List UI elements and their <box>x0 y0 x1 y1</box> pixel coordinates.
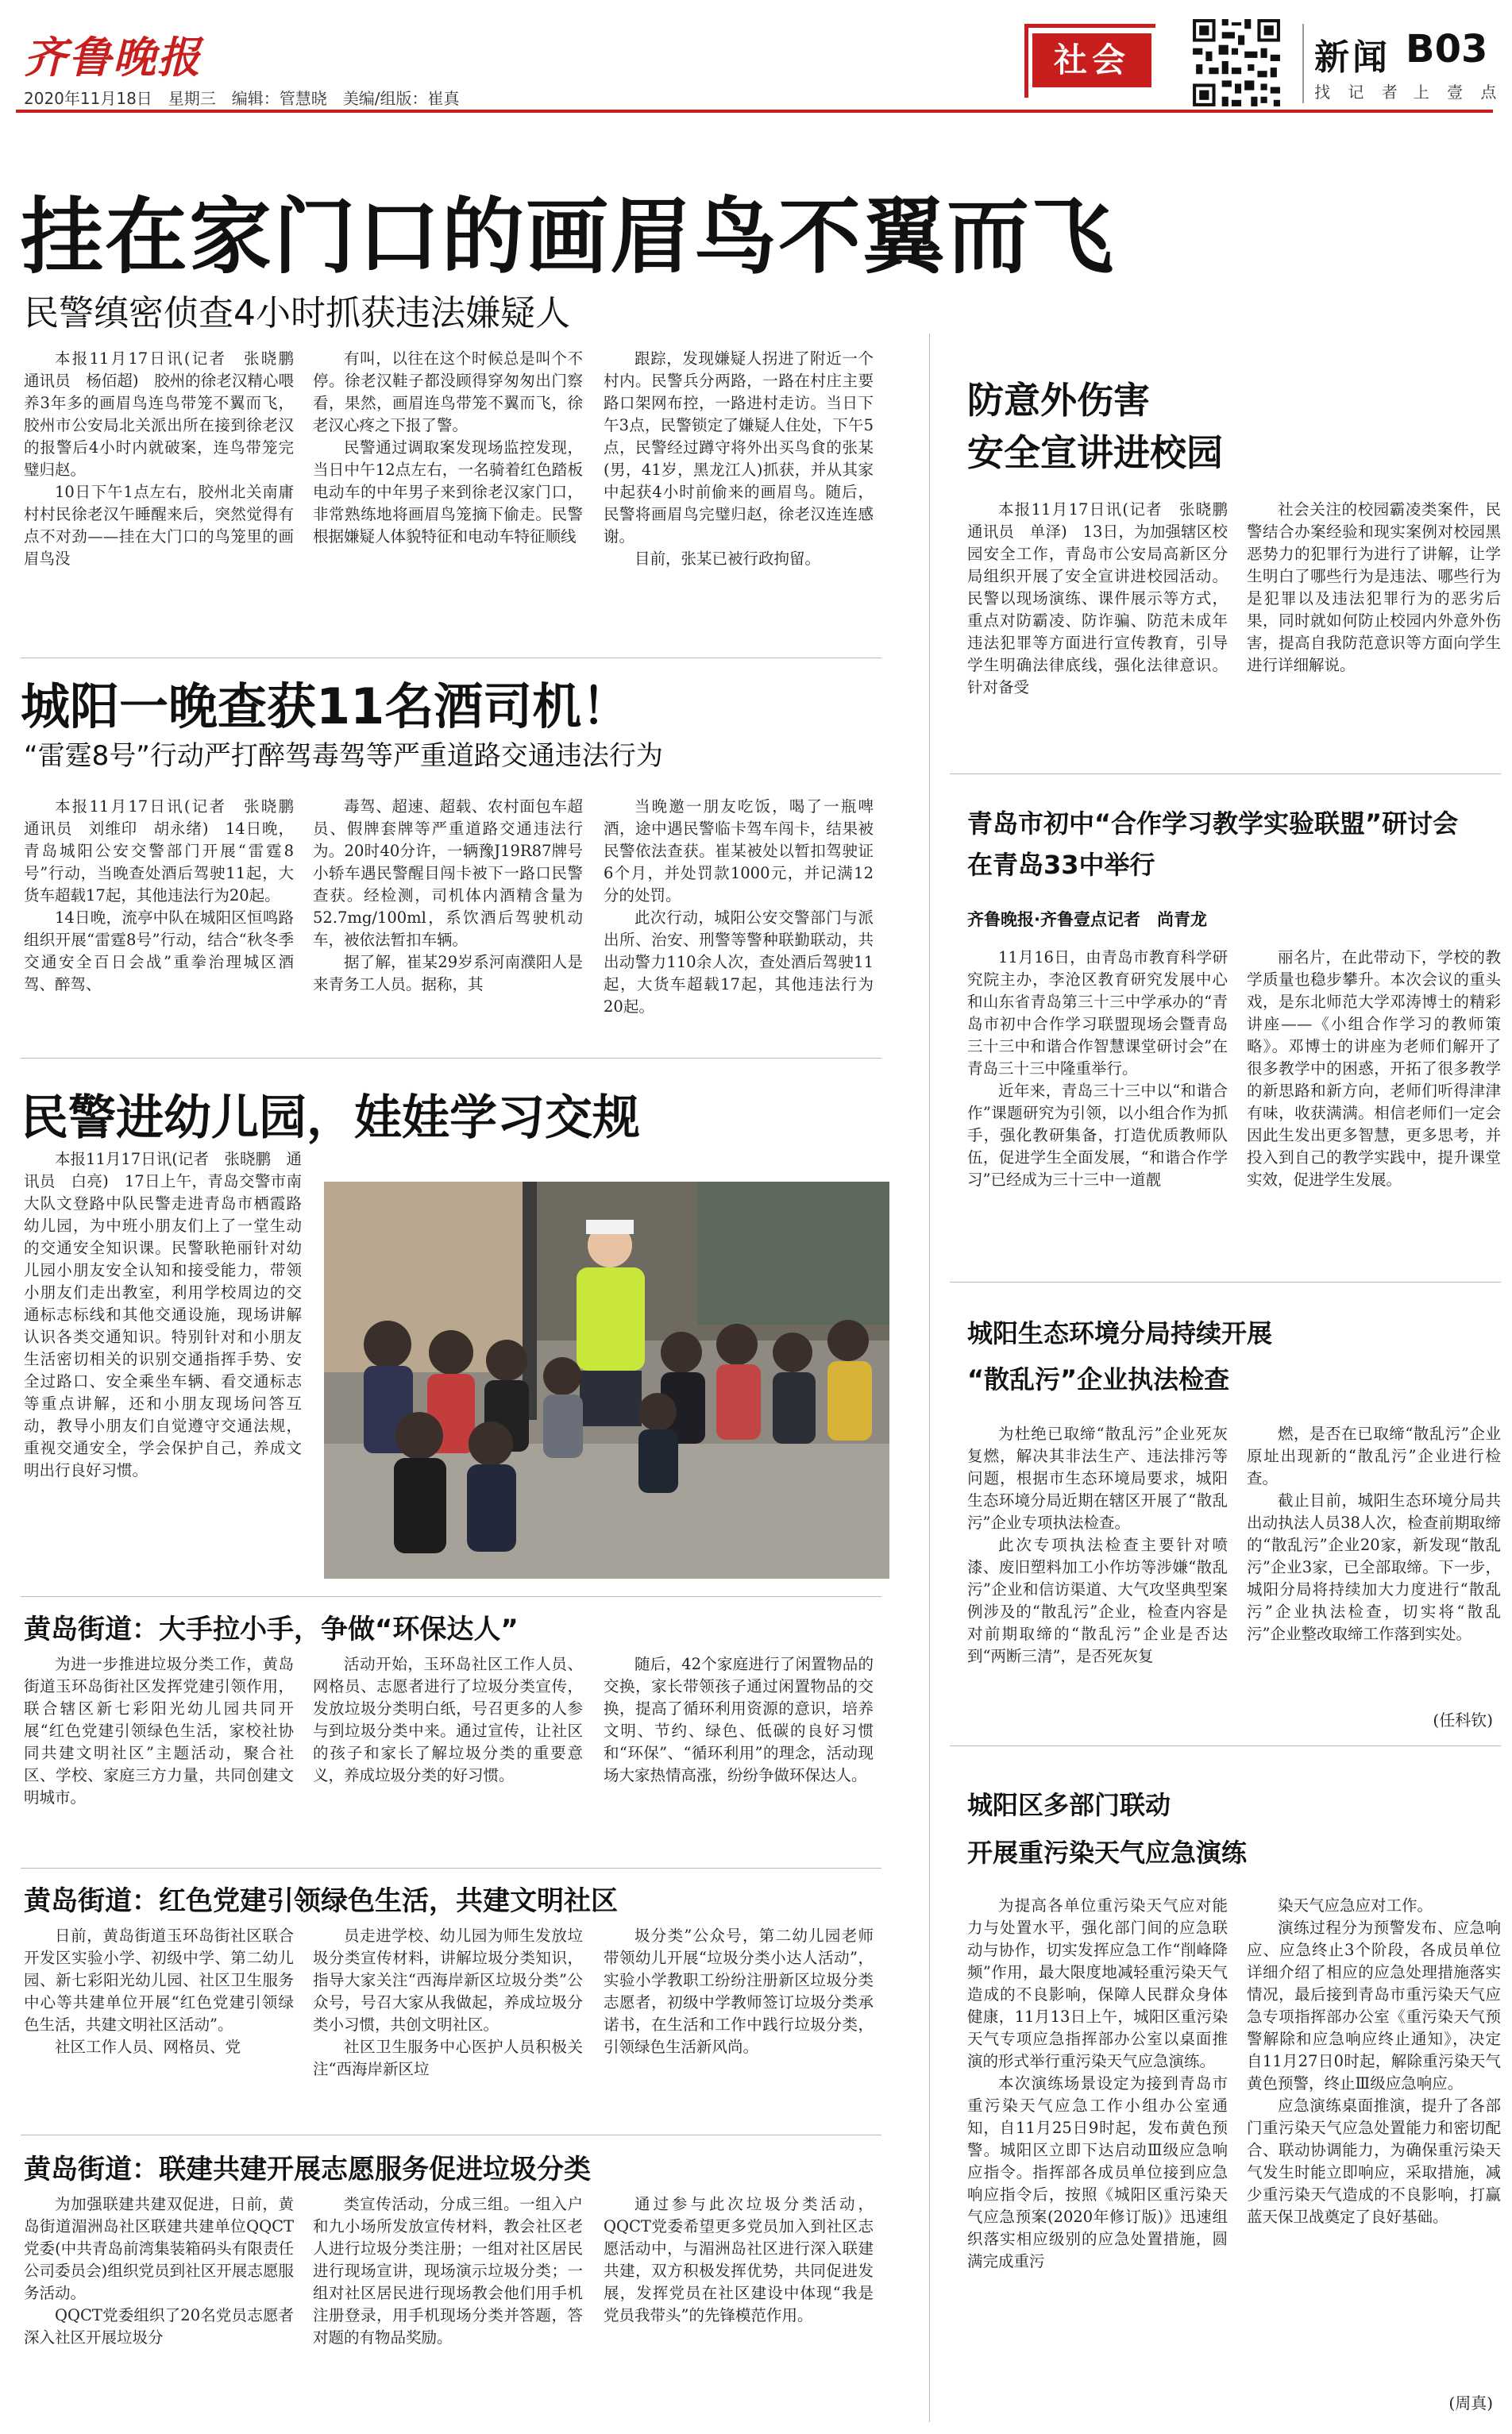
page-number: B03 <box>1406 27 1488 71</box>
divider <box>21 1868 881 1869</box>
article2-col1: 本报11月17日讯(记者 张晓鹏 通讯员 刘维印 胡永绪) 14日晚，青岛城阳公安交警部门开展“雷霆8号”行动，当晚查处酒后驾驶11起，大货车超载17起，其他违法行为20起。 14日晚，流亭中队在城阳区恒鸣路组织开展“雷霆8号”行动，结合“秋冬季交通安全百日会战”重拳治理城区酒驾、醉驾、 <box>24 797 310 993</box>
article5-col3: 圾分类”公众号，第二幼儿园老师带领幼儿开展“垃圾分类小达人活动”，实验小学教职工纷纷注册新区垃圾分类志愿者，初级中学教师签订垃圾分类承诺书，在生活和工作中践行垃圾分类，引领绿色生活新风尚。 <box>604 1927 874 2056</box>
article1-col2: 有叫，以往在这个时候总是叫个不停。徐老汉鞋子都没顾得穿匆匆出门察看，果然，画眉连鸟带笼不翼而飞，徐老汉心疼之下报了警。 民警通过调取案发现场监控发现，当日中午12点左右，一名骑着红色踏板电动车的中年男子来到徐老汉家门口，非常熟练地将画眉鸟笼摘下偷走。民警根据嫌疑人体貌特征和电动车特征顺线 <box>313 349 583 546</box>
section-tag: 社会 <box>1032 33 1151 87</box>
article6-col3: 通过参与此次垃圾分类活动，QQCT党委希望更多党员加入到社区志愿活动中，与湄洲岛社区进行深入联建共建，双方积极发挥优势，共同促进发展，发挥党员在社区建设中体现“我是党员我带头”的先锋模范作用。 <box>604 2195 874 2324</box>
article1-col3: 跟踪，发现嫌疑人拐进了附近一个村内。民警兵分两路，一路在村庄主要路口架网布控，一路进村走访。当日下午3点，民警锁定了嫌疑人住处，下午5点，民警经过蹲守将外出买鸟食的张某(男，41岁，黑龙江人)抓获，并从其家中起获4小时前偷来的画眉鸟。随后，民警将画眉鸟完璧归赵，徐老汉连连感谢。 目前，张某已被行政拘留。 <box>604 349 874 568</box>
newspaper-logo: 齐鲁晚报 <box>24 32 202 83</box>
side4-headline-line1: 城阳区多部门联动 <box>967 1790 1171 1820</box>
divider <box>21 1596 881 1597</box>
article2-col3: 当晚邀一朋友吃饭，喝了一瓶啤酒，途中遇民警临卡驾车闯卡，结果被民警依法查获。崔某被处以暂扣驾驶证6个月，并处罚款1000元，并记满12分的处罚。 此次行动，城阳公安交警部门与派出所、治安、刑警等警种联勤联动，共出动警力110余人次，查处酒后驾驶11起，大货车超载17起，其他违法行为20起。 <box>604 797 874 1016</box>
side3-col1: 为杜绝已取缔“散乱污”企业死灰复燃，解决其非法生产、违法排污等问题，根据市生态环境局要求，城阳生态环境分局近期在辖区开展了“散乱污”企业专项执法检查。 此次专项执法检查主要针对喷漆、废旧塑料加工小作坊等涉嫌“散乱污”企业和信访渠道、大气攻坚典型案例涉及的“散乱污”企业，检查内容是对前期取缔的“散乱污”企业是否达到“两断三清”，是否死灰复 <box>967 1425 1228 1665</box>
article2-headline: 城阳一晚查获11名酒司机！ <box>21 677 631 735</box>
article5-col2: 员走进学校、幼儿园为师生发放垃圾分类宣传材料，讲解垃圾分类知识，指导大家关注“西海岸新区垃圾分类”公众号，号召大家从我做起，养成垃圾分类小习惯，共创文明社区。 社区卫生服务中心医护人员积极关注“西海岸新区垃 <box>313 1927 583 2078</box>
side1-headline-line1: 防意外伤害 <box>967 379 1150 422</box>
side1-col2: 社会关注的校园霸凌类案件，民警结合办案经验和现实案例对校园黑恶势力的犯罪行为进行了讲解，让学生明白了哪些行为是违法、哪些行为是犯罪以及违法犯罪行为的恶劣后果，同时就如何防止校园内外意外伤害，提高自我防范意识等方面向学生进行详细解说。 <box>1247 500 1501 674</box>
masthead-separator <box>1302 24 1304 103</box>
reporter-hotline: 找 记 者 上 壹 点 <box>1314 83 1497 102</box>
qr-code-icon[interactable] <box>1190 16 1283 110</box>
article1-col1: 本报11月17日讯(记者 张晓鹏 通讯员 杨佰超) 胶州的徐老汉精心喂养3年多的画眉鸟连鸟带笼不翼而飞，胶州市公安局北关派出所在接到徐老汉的报警后4小时内就破案，连鸟带笼完璧归赵。 10日下午1点左右，胶州北关南庸村村民徐老汉午睡醒来后，突然觉得有点不对劲——挂在大门口的鸟笼里的画眉鸟没 <box>24 349 310 568</box>
side2-headline-line1: 青岛市初中“合作学习教学实验联盟”研讨会 <box>967 808 1459 839</box>
side3-col2: 燃，是否在已取缔“散乱污”企业原址出现新的“散乱污”企业进行检查。 截止目前，城阳生态环境分局共出动执法人员38人次，检查前期取缔的“散乱污”企业20家，新发现“散乱污”企业3家，已全部取缔。下一步，城阳分局将持续加大力度进行“散乱污”企业执法检查，切实将“散乱污”企业整改取缔工作落到实处。 <box>1247 1425 1501 1643</box>
side3-headline-line1: 城阳生态环境分局持续开展 <box>967 1318 1273 1348</box>
column-separator <box>929 334 930 2422</box>
side4-col1: 为提高各单位重污染天气应对能力与处置水平，强化部门间的应急联动与协作，切实发挥应急工作“削峰降频”作用，最大限度地减轻重污染天气造成的不良影响，保障人民群众身体健康，11月13日上午，城阳区重污染天气专项应急指挥部办公室以桌面推演的形式举行重污染天气应急演练。 本次演练场景设定为接到青岛市重污染天气应急工作小组办公室通知，自11月25日9时起，发布黄色预警。城阳区立即下达启动Ⅲ级应急响应指令。指挥部各成员单位接到应急响应指令后，按照《城阳区重污染天气应急预案(2020年修订版)》迅速组织落实相应级别的应急处置措施，圆满完成重污 <box>967 1896 1228 2270</box>
article1-subheadline: 民警缜密侦查4小时抓获违法嫌疑人 <box>24 293 570 334</box>
article2-subheadline: “雷霆8号”行动严打醉驾毒驾等严重道路交通违法行为 <box>24 740 663 772</box>
section-name: 新闻 <box>1314 37 1390 78</box>
article4-col2: 活动开始，玉环岛社区工作人员、网格员、志愿者进行了垃圾分类宣传，发放垃圾分类明白纸，号召更多的人参与到垃圾分类中来。通过宣传，让社区的孩子和家长了解垃圾分类的重要意义，养成垃圾分类的好习惯。 <box>313 1655 583 1784</box>
divider <box>950 1745 1501 1746</box>
article4-col1: 为进一步推进垃圾分类工作，黄岛街道玉环岛街社区发挥党建引领作用，联合辖区新七彩阳光幼儿园共同开展“红色党建引领绿色生活，家校社协同共建文明社区”主题活动，聚合社区、学校、家庭三方力量，共同创建文明城市。 <box>24 1655 294 1807</box>
side2-col2: 丽名片，在此带动下，学校的教学质量也稳步攀升。本次会议的重头戏，是东北师范大学邓涛博士的精彩讲座——《小组合作学习的教师策略》。邓博士的讲座为老师们解开了很多教学中的困惑，开拓了很多教学的新思路和新方向，老师们听得津津有味，收获满满。相信老师们一定会因此生发出更多智慧，更多思考，并投入到自己的教学实践中，提升课堂实效，促进学生发展。 <box>1247 948 1501 1189</box>
side2-byline: 齐鲁晚报·齐鲁壹点记者 尚青龙 <box>967 910 1207 929</box>
article4-col3: 随后，42个家庭进行了闲置物品的交换，家长带领孩子通过闲置物品的交换，提高了循环利用资源的意识，培养文明、节约、绿色、低碳的良好习惯和“环保”、“循环利用”的理念，活动现场大家热情高涨，纷纷争做环保达人。 <box>604 1655 874 1784</box>
article3-col1: 本报11月17日讯(记者 张晓鹏 通讯员 白亮) 17日上午，青岛交警市南大队文登路中队民警走进青岛市栖霞路幼儿园，为中班小朋友们上了一堂生动的交通安全知识课。民警耿艳丽针对幼儿园小朋友安全认知和接受能力，带领小朋友们走出教室，利用学校周边的交通标志标线和其他交通设施，现场讲解认识各类交通知识。特别针对和小朋友生活密切相关的识别交通指挥手势、安全过路口、安全乘坐车辆、看交通标志等重点讲解，还和小朋友现场问答互动，教导小朋友们自觉遵守交通法规，重视交通安全，学会保护自己，养成文明出行良好习惯。 <box>24 1150 302 1479</box>
dateline: 2020年11月18日 星期三 编辑：管慧晓 美编/组版：崔真 <box>24 89 460 108</box>
article1-headline: 挂在家门口的画眉鸟不翼而飞 <box>21 188 1116 285</box>
article5-headline: 黄岛街道：红色党建引领绿色生活，共建文明社区 <box>24 1885 618 1917</box>
side3-signature: (任科钦) <box>1433 1711 1493 1730</box>
article2-col2: 毒驾、超速、超载、农村面包车超员、假牌套牌等严重道路交通违法行为。20时40分许，一辆豫J19R87牌号小轿车遇民警醒目闯卡被下一路口民警查获。经检测，司机体内酒精含量为52.7mg/100ml，系饮酒后驾驶机动车，被依法暂扣车辆。 据了解，崔某29岁系河南濮阳人是来青务工人员。据称，其 <box>313 797 583 993</box>
divider <box>21 1058 881 1059</box>
side2-headline-line2: 在青岛33中举行 <box>967 850 1155 880</box>
article6-col1: 为加强联建共建双促进，日前，黄岛街道湄洲岛社区联建共建单位QQCT党委(中共青岛前湾集装箱码头有限责任公司委员会)组织党员到社区开展志愿服务活动。 QQCT党委组织了20名党员志愿者深入社区开展垃圾分 <box>24 2195 294 2347</box>
side1-headline-line2: 安全宣讲进校园 <box>967 431 1223 474</box>
article5-col1: 日前，黄岛街道玉环岛街社区联合开发区实验小学、初级中学、第二幼儿园、新七彩阳光幼儿园、社区卫生服务中心等共建单位开展“红色党建引领绿色生活，共建文明社区活动”。 社区工作人员、网格员、党 <box>24 1927 294 2056</box>
article4-headline: 黄岛街道：大手拉小手，争做“环保达人” <box>24 1614 519 1645</box>
side4-col2: 染天气应急应对工作。 演练过程分为预警发布、应急响应、应急终止3个阶段，各成员单位详细介绍了相应的应急处理措施落实情况，最后接到青岛市重污染天气应急专项指挥部办公室《重污染天气预警解除和应急响应终止通知》，决定自11月27日0时起，解除重污染天气黄色预警，终止Ⅲ级应急响应。 应急演练桌面推演，提升了各部门重污染天气应急处置能力和密切配合、联动协调能力，为确保重污染天气发生时能立即响应，采取措施，减少重污染天气造成的不良影响，打赢蓝天保卫战奠定了良好基础。 <box>1247 1896 1501 2226</box>
divider <box>950 773 1501 774</box>
traffic-police-kids-photo <box>324 1182 889 1579</box>
article3-headline: 民警进幼儿园，娃娃学习交规 <box>21 1090 640 1146</box>
side1-col1: 本报11月17日讯(记者 张晓鹏 通讯员 单泽) 13日，为加强辖区校园安全工作，青岛市公安局高新区分局组织开展了安全宣讲进校园活动。民警以现场演练、课件展示等方式，重点对防霸凌、防诈骗、防范未成年违法犯罪等方面进行宣传教育，引导学生明确法律底线，强化法律意识。针对备受 <box>967 500 1244 696</box>
article6-col2: 类宣传活动，分成三组。一组入户和九小场所发放宣传材料，教会社区老人进行垃圾分类注册；一组对社区居民进行现场宣讲，现场演示垃圾分类；一组对社区居民进行现场教会他们用手机注册登录，用手机现场分类并答题，答对题的有物品奖励。 <box>313 2195 583 2347</box>
divider <box>950 1282 1501 1283</box>
side4-headline-line2: 开展重污染天气应急演练 <box>967 1838 1248 1868</box>
article6-headline: 黄岛街道：联建共建开展志愿服务促进垃圾分类 <box>24 2154 591 2185</box>
side4-signature: (周真) <box>1448 2393 1493 2413</box>
side3-headline-line2: “散乱污”企业执法检查 <box>967 1364 1230 1394</box>
masthead-rule <box>16 110 1493 113</box>
side2-col1: 11月16日，由青岛市教育科学研究院主办，李沧区教育研究发展中心和山东省青岛第三十三中学承办的“青岛市初中合作学习联盟现场会暨青岛三十三中和谐合作智慧课堂研讨会”在青岛三十三中隆重举行。 近年来，青岛三十三中以“和谐合作”课题研究为引领，以小组合作为抓手，强化教研集备，打造优质教师队伍，促进学生全面发展，“和谐合作学习”已经成为三十三中一道靓 <box>967 948 1228 1189</box>
